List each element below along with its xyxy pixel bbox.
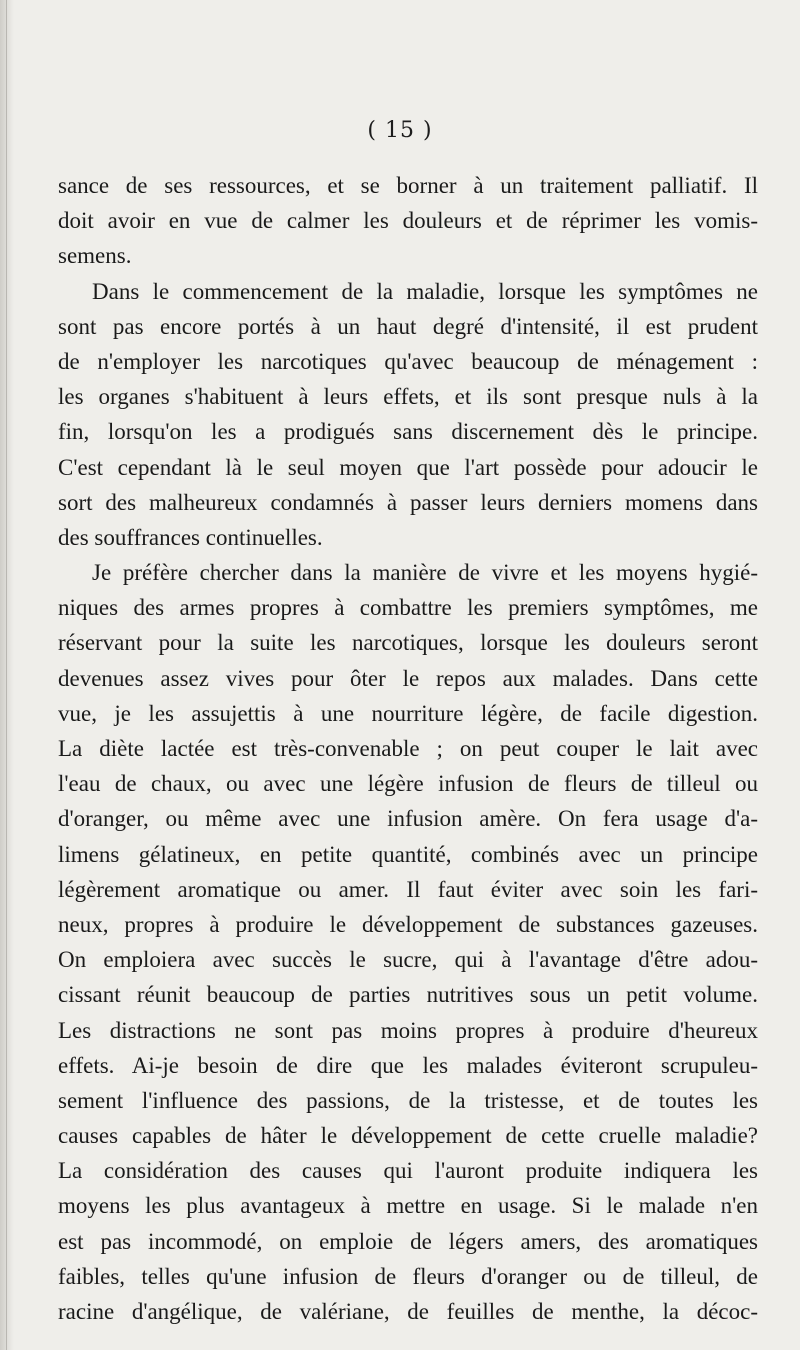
binding-shadow: [0, 0, 14, 1350]
text-line: Je préfère chercher dans la manière de vivre et les moyens hygié-: [92, 560, 758, 586]
text-line: Les distractions ne sont pas moins propres à produire d'heureux: [58, 1017, 758, 1043]
text-line: neux, propres à produire le développement de substances gazeuses.: [58, 911, 758, 937]
text-line: devenues assez vives pour ôter le repos aux malades. Dans cette: [58, 665, 758, 691]
page-number: ( 15 ): [367, 118, 433, 143]
text-line: causes capables de hâter le développement de cette cruelle maladie?: [58, 1123, 758, 1149]
text-line: C'est cependant là le seul moyen que l'art possède pour adoucir le: [58, 454, 758, 480]
text-line: La diète lactée est très-convenable ; on peut couper le lait avec: [58, 736, 758, 761]
text-line: sement l'influence des passions, de la tristesse, et de toutes les: [58, 1087, 758, 1113]
text-line: moyens les plus avantageux à mettre en usage. Si le malade n'en: [58, 1193, 758, 1219]
text-line: l'eau de chaux, ou avec une légère infusion de fleurs de tilleul ou: [58, 771, 758, 797]
text-line: Dans le commencement de la maladie, lorsque les symptômes ne: [92, 278, 758, 304]
text-line: sont pas encore portés à un haut degré d'intensité, il est prudent: [58, 313, 758, 339]
text-line: des souffrances continuelles.: [58, 524, 323, 550]
text-line: On emploiera avec succès le sucre, qui à l'avantage d'être adou-: [58, 947, 758, 973]
text-line: La considération des causes qui l'auront produite indiquera les: [58, 1158, 758, 1184]
text-line: limens gélatineux, en petite quantité, combinés avec un principe: [58, 841, 758, 867]
text-line: vue, je les assujettis à une nourriture légère, de facile digestion.: [58, 700, 758, 726]
text-line: doit avoir en vue de calmer les douleurs et de réprimer les vomis-: [58, 208, 758, 234]
text-line: effets. Ai-je besoin de dire que les malades éviteront scrupuleu-: [58, 1052, 758, 1078]
text-line: est pas incommodé, on emploie de légers amers, des aromatiques: [58, 1228, 758, 1254]
text-line: de n'employer les narcotiques qu'avec beaucoup de ménagement :: [58, 348, 758, 374]
text-line: fin, lorsqu'on les a prodigués sans discernement dès le principe.: [58, 419, 758, 445]
margin-rule: [6, 0, 7, 1350]
text-line: les organes s'habituent à leurs effets, et ils sont presque nuls à la: [58, 384, 758, 410]
body-text: [58, 168, 758, 1329]
text-line: sance de ses ressources, et se borner à un traitement palliatif. Il: [58, 173, 758, 198]
text-line: cissant réunit beaucoup de parties nutritives sous un petit volume.: [58, 982, 758, 1008]
text-line: racine d'angélique, de valériane, de feuilles de menthe, la décoc-: [58, 1299, 758, 1324]
text-line: sort des malheureux condamnés à passer leurs derniers momens dans: [58, 489, 758, 515]
text-line: niques des armes propres à combattre les premiers symptômes, me: [58, 595, 758, 621]
text-line: semens.: [58, 243, 132, 269]
text-line: d'oranger, ou même avec une infusion amère. On fera usage d'a-: [58, 806, 758, 832]
text-line: réservant pour la suite les narcotiques, lorsque les douleurs seront: [58, 630, 758, 656]
text-line: faibles, telles qu'une infusion de fleurs d'oranger ou de tilleul, de: [58, 1263, 758, 1289]
text-line: légèrement aromatique ou amer. Il faut éviter avec soin les fari-: [58, 876, 758, 902]
